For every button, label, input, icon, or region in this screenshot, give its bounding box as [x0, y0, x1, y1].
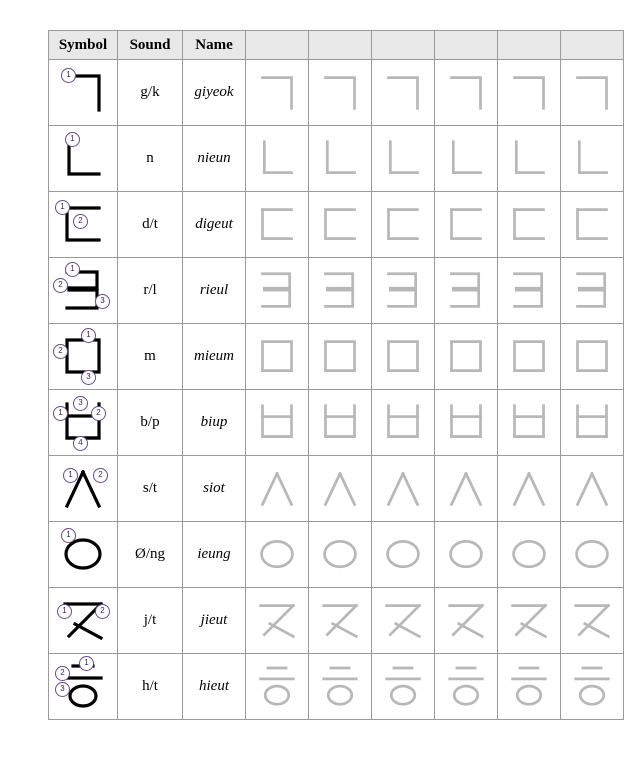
sound-cell: j/t [118, 588, 183, 654]
sound-cell: Ø/ng [118, 522, 183, 588]
stroke-order-diagram-siot [51, 458, 115, 520]
trace-glyph-jieut [500, 591, 558, 651]
trace-glyph-giyeok [563, 63, 621, 123]
table-header [49, 31, 624, 60]
symbol-cell-jieut [49, 588, 118, 654]
practice-cell[interactable] [246, 390, 309, 456]
trace-glyph-siot [374, 459, 432, 519]
stroke-number-1: 1 [57, 604, 72, 619]
trace-glyph-giyeok [248, 63, 306, 123]
trace-glyph-mieum [437, 327, 495, 387]
practice-cell[interactable] [561, 192, 624, 258]
trace-glyph-ieung [500, 525, 558, 585]
trace-glyph-hieut [248, 657, 306, 717]
practice-cell[interactable] [498, 390, 561, 456]
symbol-cell-hieut [49, 654, 118, 720]
practice-cell[interactable] [435, 522, 498, 588]
trace-glyph-hieut [437, 657, 495, 717]
trace-glyph-biup [563, 393, 621, 453]
stroke-number-2: 2 [53, 278, 68, 293]
trace-glyph-ieung [563, 525, 621, 585]
trace-glyph-ieung [248, 525, 306, 585]
trace-glyph-jieut [563, 591, 621, 651]
practice-cell[interactable] [498, 654, 561, 720]
practice-cell[interactable] [561, 126, 624, 192]
name-cell: mieum [183, 324, 246, 390]
practice-cell[interactable] [561, 390, 624, 456]
practice-cell[interactable] [309, 390, 372, 456]
practice-cell[interactable] [309, 654, 372, 720]
trace-glyph-biup [311, 393, 369, 453]
stroke-number-3: 3 [95, 294, 110, 309]
practice-cell[interactable] [498, 258, 561, 324]
hangul-alphabet-table [48, 30, 624, 720]
trace-glyph-giyeok [500, 63, 558, 123]
stroke-number-4: 4 [73, 436, 88, 451]
trace-glyph-digeut [311, 195, 369, 255]
column-header-symbol: Symbol [49, 31, 118, 60]
trace-glyph-mieum [563, 327, 621, 387]
practice-cell[interactable] [309, 522, 372, 588]
practice-cell[interactable] [309, 258, 372, 324]
column-header-practice-4 [435, 31, 498, 60]
column-header-name: Name [183, 31, 246, 60]
practice-cell[interactable] [435, 390, 498, 456]
table-row [49, 126, 624, 192]
trace-glyph-rieul [500, 261, 558, 321]
column-header-practice-1 [246, 31, 309, 60]
sound-cell: n [118, 126, 183, 192]
stroke-number-3: 3 [81, 370, 96, 385]
trace-glyph-mieum [500, 327, 558, 387]
sound-cell: m [118, 324, 183, 390]
trace-glyph-nieun [311, 129, 369, 189]
practice-cell[interactable] [309, 456, 372, 522]
symbol-cell-siot [49, 456, 118, 522]
trace-glyph-siot [563, 459, 621, 519]
trace-glyph-rieul [437, 261, 495, 321]
stroke-number-2: 2 [55, 666, 70, 681]
stroke-order-diagram-mieum [51, 326, 115, 388]
name-cell: ieung [183, 522, 246, 588]
sound-cell: d/t [118, 192, 183, 258]
practice-cell[interactable] [372, 258, 435, 324]
name-cell: jieut [183, 588, 246, 654]
name-cell: nieun [183, 126, 246, 192]
column-header-practice-5 [498, 31, 561, 60]
trace-glyph-rieul [248, 261, 306, 321]
practice-cell[interactable] [561, 258, 624, 324]
practice-cell[interactable] [246, 126, 309, 192]
trace-glyph-siot [437, 459, 495, 519]
practice-cell[interactable] [372, 456, 435, 522]
trace-glyph-siot [500, 459, 558, 519]
symbol-cell-biup [49, 390, 118, 456]
practice-cell[interactable] [246, 654, 309, 720]
trace-glyph-giyeok [374, 63, 432, 123]
practice-cell[interactable] [309, 324, 372, 390]
column-header-practice-3 [372, 31, 435, 60]
trace-glyph-hieut [311, 657, 369, 717]
header-row [49, 31, 624, 60]
table-row [49, 258, 624, 324]
stroke-number-2: 2 [93, 468, 108, 483]
symbol-cell-rieul [49, 258, 118, 324]
practice-cell[interactable] [246, 324, 309, 390]
practice-cell[interactable] [246, 456, 309, 522]
trace-glyph-giyeok [311, 63, 369, 123]
practice-cell[interactable] [435, 126, 498, 192]
stroke-number-1: 1 [61, 528, 76, 543]
stroke-number-2: 2 [73, 214, 88, 229]
trace-glyph-ieung [374, 525, 432, 585]
trace-glyph-digeut [500, 195, 558, 255]
stroke-number-2: 2 [95, 604, 110, 619]
trace-glyph-biup [500, 393, 558, 453]
trace-glyph-rieul [563, 261, 621, 321]
trace-glyph-nieun [500, 129, 558, 189]
stroke-order-diagram-hieut [51, 656, 115, 718]
sound-cell: g/k [118, 60, 183, 126]
practice-cell[interactable] [498, 588, 561, 654]
practice-cell[interactable] [309, 588, 372, 654]
sound-cell: s/t [118, 456, 183, 522]
trace-glyph-digeut [248, 195, 306, 255]
practice-cell[interactable] [246, 588, 309, 654]
practice-cell[interactable] [498, 60, 561, 126]
practice-cell[interactable] [561, 654, 624, 720]
trace-glyph-ieung [437, 525, 495, 585]
practice-cell[interactable] [309, 126, 372, 192]
trace-glyph-jieut [374, 591, 432, 651]
sound-cell: h/t [118, 654, 183, 720]
practice-cell[interactable] [435, 60, 498, 126]
name-cell: biup [183, 390, 246, 456]
stroke-number-1: 1 [65, 262, 80, 277]
trace-glyph-digeut [437, 195, 495, 255]
table-row [49, 456, 624, 522]
column-header-sound: Sound [118, 31, 183, 60]
stroke-order-diagram-biup [51, 392, 115, 454]
practice-cell[interactable] [435, 258, 498, 324]
trace-glyph-jieut [248, 591, 306, 651]
stroke-number-1: 1 [63, 468, 78, 483]
trace-glyph-biup [248, 393, 306, 453]
table-row [49, 324, 624, 390]
table-row [49, 192, 624, 258]
practice-cell[interactable] [309, 192, 372, 258]
stroke-number-1: 1 [55, 200, 70, 215]
practice-cell[interactable] [435, 588, 498, 654]
symbol-cell-ieung [49, 522, 118, 588]
trace-glyph-rieul [311, 261, 369, 321]
practice-cell[interactable] [372, 324, 435, 390]
practice-cell[interactable] [498, 126, 561, 192]
trace-glyph-jieut [437, 591, 495, 651]
symbol-cell-nieun [49, 126, 118, 192]
stroke-order-diagram-jieut [51, 590, 115, 652]
trace-glyph-jieut [311, 591, 369, 651]
trace-glyph-rieul [374, 261, 432, 321]
trace-glyph-hieut [374, 657, 432, 717]
practice-cell[interactable] [561, 456, 624, 522]
name-cell: rieul [183, 258, 246, 324]
stroke-number-1: 1 [79, 656, 94, 671]
trace-glyph-digeut [374, 195, 432, 255]
trace-glyph-biup [374, 393, 432, 453]
trace-glyph-digeut [563, 195, 621, 255]
trace-glyph-ieung [311, 525, 369, 585]
trace-glyph-giyeok [437, 63, 495, 123]
table-row [49, 522, 624, 588]
trace-glyph-siot [311, 459, 369, 519]
practice-cell[interactable] [498, 324, 561, 390]
practice-cell[interactable] [561, 588, 624, 654]
name-cell: hieut [183, 654, 246, 720]
stroke-number-1: 1 [65, 132, 80, 147]
practice-cell[interactable] [435, 192, 498, 258]
practice-cell[interactable] [435, 456, 498, 522]
practice-cell[interactable] [246, 192, 309, 258]
practice-cell[interactable] [435, 654, 498, 720]
practice-cell[interactable] [372, 588, 435, 654]
trace-glyph-hieut [563, 657, 621, 717]
practice-cell[interactable] [372, 192, 435, 258]
table-row [49, 588, 624, 654]
name-cell: giyeok [183, 60, 246, 126]
practice-cell[interactable] [372, 522, 435, 588]
practice-cell[interactable] [561, 60, 624, 126]
symbol-cell-giyeok [49, 60, 118, 126]
practice-cell[interactable] [372, 390, 435, 456]
name-cell: digeut [183, 192, 246, 258]
practice-cell[interactable] [561, 522, 624, 588]
table-body [49, 60, 624, 720]
practice-cell[interactable] [372, 654, 435, 720]
stroke-order-diagram-digeut [51, 194, 115, 256]
sound-cell: b/p [118, 390, 183, 456]
table-row [49, 390, 624, 456]
practice-cell[interactable] [372, 60, 435, 126]
trace-glyph-nieun [437, 129, 495, 189]
trace-glyph-mieum [311, 327, 369, 387]
practice-cell[interactable] [498, 192, 561, 258]
practice-cell[interactable] [246, 60, 309, 126]
practice-cell[interactable] [372, 126, 435, 192]
practice-cell[interactable] [246, 258, 309, 324]
stroke-order-diagram-giyeok [51, 62, 115, 124]
stroke-number-3: 3 [73, 396, 88, 411]
trace-glyph-biup [437, 393, 495, 453]
stroke-number-2: 2 [53, 344, 68, 359]
trace-glyph-nieun [563, 129, 621, 189]
practice-cell[interactable] [309, 60, 372, 126]
column-header-practice-6 [561, 31, 624, 60]
practice-cell[interactable] [498, 522, 561, 588]
stroke-number-1: 1 [53, 406, 68, 421]
column-header-practice-2 [309, 31, 372, 60]
name-cell: siot [183, 456, 246, 522]
trace-glyph-nieun [374, 129, 432, 189]
trace-glyph-mieum [374, 327, 432, 387]
stroke-order-diagram-nieun [51, 128, 115, 190]
practice-cell[interactable] [246, 522, 309, 588]
stroke-order-diagram-ieung [51, 524, 115, 586]
stroke-number-3: 3 [55, 682, 70, 697]
trace-glyph-hieut [500, 657, 558, 717]
stroke-number-1: 1 [81, 328, 96, 343]
practice-cell[interactable] [435, 324, 498, 390]
symbol-cell-digeut [49, 192, 118, 258]
practice-cell[interactable] [498, 456, 561, 522]
trace-glyph-nieun [248, 129, 306, 189]
table-row [49, 60, 624, 126]
table-row [49, 654, 624, 720]
stroke-order-diagram-rieul [51, 260, 115, 322]
trace-glyph-siot [248, 459, 306, 519]
symbol-cell-mieum [49, 324, 118, 390]
stroke-number-1: 1 [61, 68, 76, 83]
sound-cell: r/l [118, 258, 183, 324]
practice-cell[interactable] [561, 324, 624, 390]
stroke-number-2: 2 [91, 406, 106, 421]
trace-glyph-mieum [248, 327, 306, 387]
